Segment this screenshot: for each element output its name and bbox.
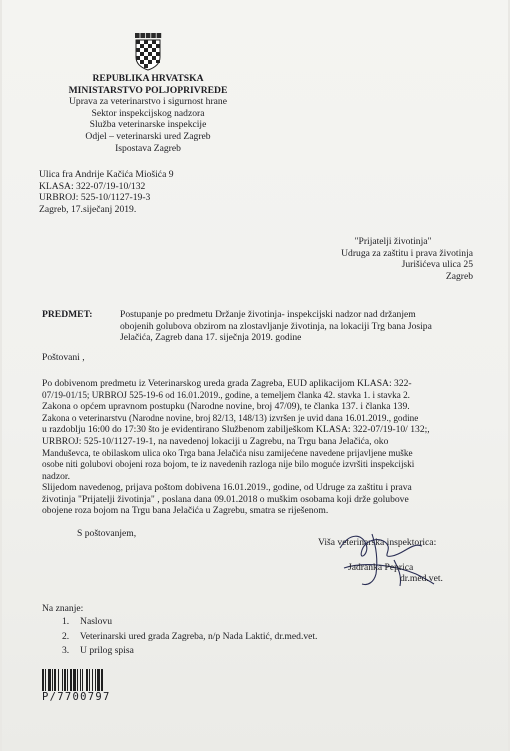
header-line: Odjel – veterinarski ured Zagreb — [85, 130, 211, 142]
recipient-street: Jurišićeva ulica 25 — [401, 259, 473, 271]
notice-list — [62, 616, 317, 657]
body-line: URBROJ: 525-10/1127-19-1, na navedenoj lokaciji u Zagrebu, na Trgu bana Jelačića, oko — [42, 435, 389, 447]
urbroj-number: URBROJ: 525-10/1127-19-3 — [39, 192, 151, 204]
greeting: Poštovani , — [42, 352, 85, 363]
notice-item — [62, 616, 317, 628]
notice-item-number: 1. — [62, 616, 70, 627]
coat-of-arms-icon — [134, 33, 162, 71]
body-line: Po dobivenom predmetu iz Veterinarskog ureda grada Zagreba, EUD aplikacijom KLASA: 322- — [42, 378, 412, 389]
barcode-bars — [42, 669, 147, 691]
body-line: Zakona o veterinarstvu (Narodne novine, broj 82/13, 148/13) izvršen je uvid dana 16.01.2019., godine — [42, 412, 419, 423]
sender-address: Ulica fra Andrije Kačića Miošića 9 — [39, 169, 174, 180]
body-line: obojene roza bojom na Trgu bana Jelačića u Zagrebu, smatra se riješenom. — [42, 505, 329, 517]
header-line: Ispostava Zagreb — [115, 142, 181, 154]
body-paragraph-1 — [42, 378, 430, 482]
closing: S poštovanjem, — [77, 528, 137, 539]
body-line: Manduševca, te obilaskom ulica oko Trga bana Jelačića nisu zamijećene navedene prijavljene muške — [42, 447, 413, 458]
ministry-name: MINISTARSTVO POLJOPRIVREDE — [68, 84, 228, 96]
signature-title: Viša veterinarska inspektorica: — [318, 537, 437, 548]
notice-item-number: 3. — [62, 645, 70, 657]
body-line: nadzor. — [42, 470, 70, 482]
document-meta — [39, 169, 174, 215]
subject-label: PREDMET: — [42, 309, 93, 320]
barcode — [42, 669, 147, 691]
body-line: Zakona o općem upravnom postupku (Narodne novine, broj 47/09), te članka 137. i članka 139. — [42, 401, 410, 413]
signatory-credential: dr.med.vet. — [400, 573, 443, 584]
notice-item-text: U prilog spisa — [80, 645, 134, 657]
subject-text — [120, 309, 432, 344]
subject-line: Postupanje po predmetu Držanje životinja- inspekcijski nadzor nad držanjem — [120, 309, 416, 320]
institution-header — [42, 73, 254, 154]
recipient-block — [313, 236, 473, 282]
klasa-number: KLASA: 322-07/19-10/132 — [39, 180, 146, 192]
document-page — [2, 0, 508, 751]
subject-line: obojenih golubova obzirom na zlostavljanje životinja, na lokaciji Trg bana Josipa — [120, 320, 432, 332]
header-line: Uprava za veterinarstvo i sigurnost hrane — [69, 96, 227, 108]
notice-item — [62, 645, 317, 657]
signatory-name: Jadranka Peprica — [348, 562, 414, 573]
document-date: Zagreb, 17.siječanj 2019. — [39, 203, 137, 215]
recipient-name: "Prijatelji životinja" — [354, 236, 432, 247]
body-paragraph-2 — [42, 482, 412, 517]
body-line: životinja "Prijatelji životinja" , poslana dana 09.01.2018 o muškim osobama koji drže golubove — [42, 493, 409, 505]
barcode-number: P/7700797 — [42, 691, 111, 703]
body-line: 07/19-01/15; URBROJ 525-19-6 od 16.01.2019., godine, a temeljem članka 42. stavka 1. i stavka 2. — [42, 389, 410, 400]
subject-line: Jelačića, Zagreb dana 17. siječnja 2019. godine — [120, 332, 302, 344]
notice-item-text: Naslovu — [80, 616, 112, 627]
recipient-org: Udruga za zaštitu i prava životinja — [341, 247, 473, 259]
republic-name: REPUBLIKA HRVATSKA — [92, 73, 204, 84]
body-line: u razdoblju 16:00 do 17:30 što je evidentirano Službenom zabilješkom KLASA: 322-07/19-10/ 132;, — [42, 424, 430, 436]
header-line: Služba veterinarske inspekcije — [89, 119, 207, 131]
notice-item-number: 2. — [62, 630, 70, 642]
notice-item-text: Veterinarski ured grada Zagreba, n/p Nada Laktić, dr.med.vet. — [79, 630, 318, 642]
notice-heading: Na znanje: — [42, 603, 84, 614]
header-line: Sektor inspekcijskog nadzora — [91, 107, 205, 119]
body-line: Slijedom navedenog, prijava poštom dobivena 16.01.2019., godine, od Udruge za zaštitu i prava — [42, 482, 412, 493]
recipient-city: Zagreb — [445, 270, 473, 282]
notice-item — [62, 631, 317, 643]
body-line: osobe niti golubovi obojeni roza bojom, te iz navedenih razloga nije bilo moguće izvršiti inspekcijski — [42, 459, 415, 470]
